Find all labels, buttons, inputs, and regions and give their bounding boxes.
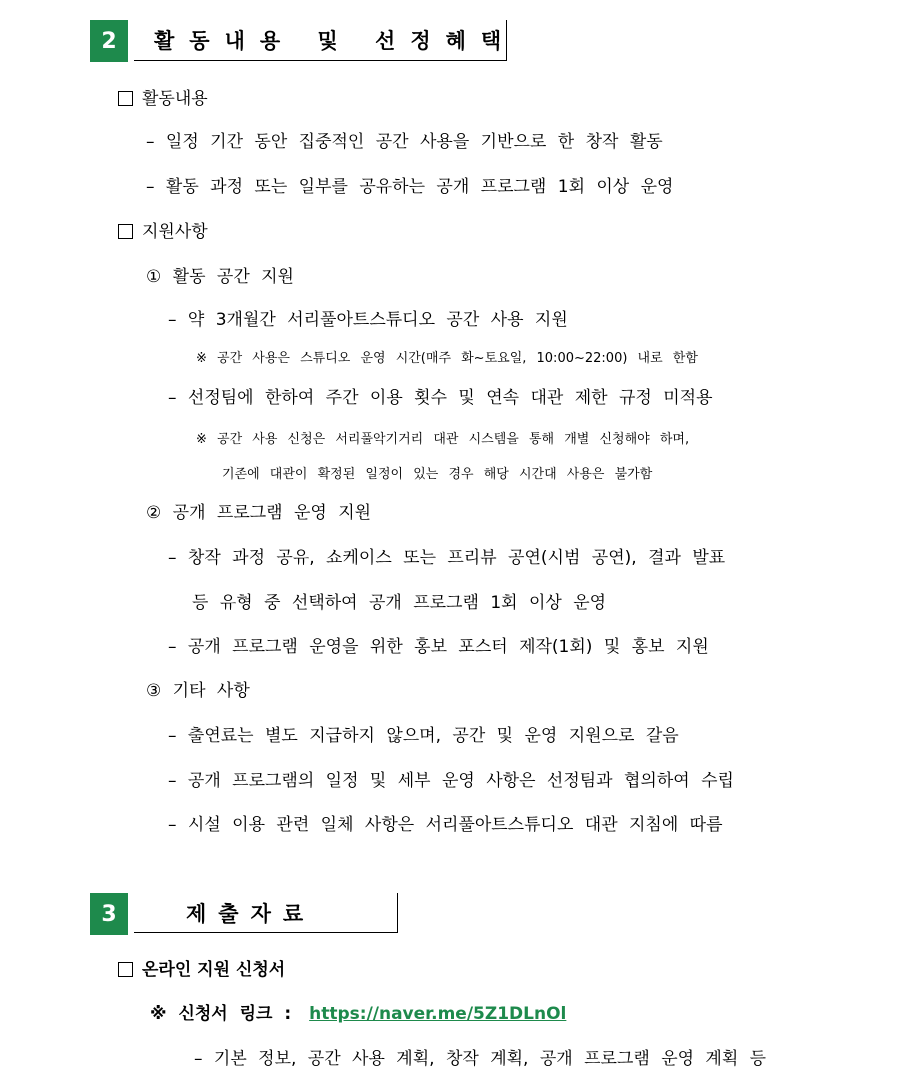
list-item: – 공개 프로그램의 일정 및 세부 운영 사항은 선정팀과 협의하여 수립 bbox=[168, 771, 734, 791]
section-title-box bbox=[134, 20, 517, 61]
list-item: – 기본 정보, 공간 사용 계획, 창작 계획, 공개 프로그램 운영 계획 등 bbox=[194, 1049, 767, 1069]
application-link[interactable]: https://naver.me/5Z1DLnOl bbox=[309, 1004, 567, 1024]
note-continuation: 기존에 대관이 확정된 일정이 있는 경우 해당 시간대 사용은 불가함 bbox=[222, 467, 653, 482]
form-header bbox=[118, 955, 285, 980]
activity-header bbox=[118, 84, 208, 109]
link-row bbox=[150, 999, 566, 1024]
checkbox-icon bbox=[118, 224, 133, 239]
section-title: 제출자료 bbox=[186, 901, 316, 926]
list-item: – 활동 과정 또는 일부를 공유하는 공개 프로그램 1회 이상 운영 bbox=[146, 177, 674, 197]
section-number-badge: 2 bbox=[90, 20, 128, 62]
note: ※ 공간 사용 신청은 서리풀악기거리 대관 시스템을 통해 개별 신청해야 하며, bbox=[196, 432, 690, 447]
link-label: ※ 신청서 링크 : bbox=[150, 1004, 292, 1024]
checkbox-icon bbox=[118, 962, 133, 977]
section-number-badge: 3 bbox=[90, 893, 128, 935]
support-2-title: ② 공개 프로그램 운영 지원 bbox=[146, 503, 372, 523]
section-title-box bbox=[134, 893, 398, 933]
form-header-label: 온라인 지원 신청서 bbox=[142, 960, 286, 980]
list-item: – 시설 이용 관련 일체 사항은 서리풀아트스튜디오 대관 지침에 따름 bbox=[168, 815, 723, 835]
list-item: – 일정 기간 동안 집중적인 공간 사용을 기반으로 한 창작 활동 bbox=[146, 132, 663, 152]
list-item: – 출연료는 별도 지급하지 않으며, 공간 및 운영 지원으로 갈음 bbox=[168, 726, 679, 746]
section-title: 활동내용 및 선정혜택 bbox=[154, 29, 517, 53]
note: ※ 공간 사용은 스튜디오 운영 시간(매주 화~토요일, 10:00~22:00) 내로 한함 bbox=[196, 351, 698, 366]
support-3-title: ③ 기타 사항 bbox=[146, 681, 250, 701]
support-1-title: ① 활동 공간 지원 bbox=[146, 267, 294, 287]
activity-header-label: 활동내용 bbox=[142, 89, 208, 109]
checkbox-icon bbox=[118, 91, 133, 106]
list-item: – 선정팀에 한하여 주간 이용 횟수 및 연속 대관 제한 규정 미적용 bbox=[168, 388, 713, 408]
list-item: – 약 3개월간 서리풀아트스튜디오 공간 사용 지원 bbox=[168, 310, 568, 330]
support-header-label: 지원사항 bbox=[142, 222, 208, 242]
list-item-continuation: 등 유형 중 선택하여 공개 프로그램 1회 이상 운영 bbox=[192, 593, 607, 613]
list-item: – 창작 과정 공유, 쇼케이스 또는 프리뷰 공연(시범 공연), 결과 발표 bbox=[168, 548, 726, 568]
list-item: – 공개 프로그램 운영을 위한 홍보 포스터 제작(1회) 및 홍보 지원 bbox=[168, 637, 709, 657]
support-header bbox=[118, 217, 208, 242]
